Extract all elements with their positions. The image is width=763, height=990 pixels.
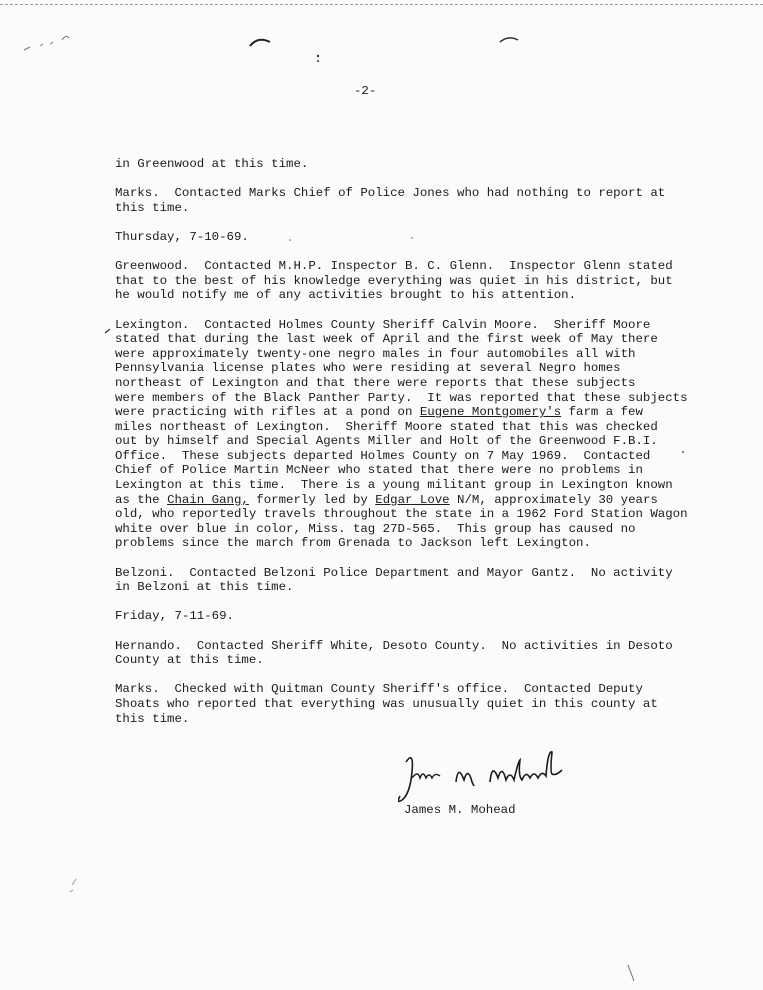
underlined-name: Edgar Love [375,492,450,507]
page-top-edge [0,0,763,5]
text-line: problems since the march from Grenada to Jackson left Lexington. [115,536,591,551]
text-line: were approximately twenty-one negro males in four automobiles all with [115,346,636,361]
text-line: Office. These subjects departed Holmes County on 7 May 1969. Contacted [115,448,651,463]
text-line: Belzoni. Contacted Belzoni Police Department and Mayor Gantz. No activity [115,565,673,580]
paragraph-2 [115,186,715,215]
paragraph-3 [115,230,715,245]
text-line: in Belzoni at this time. [115,580,294,595]
typed-signature-name: James M. Mohead [404,803,516,817]
text-line: Pennsylvania license plates who were residing at several Negro homes [115,361,621,376]
text-line: miles northeast of Lexington. Sheriff Moore stated that this was checked [115,419,658,434]
report-body [115,157,715,741]
text-line: were practicing with rifles at a pond on Eugene Montgomery's farm a few [115,405,643,420]
text-line: he would notify me of any activities brought to his attention. [115,288,577,303]
text-line: were members of the Black Panther Party. It was reported that these subjects [115,390,688,405]
text-line: stated that during the last week of April and the first week of May there [115,332,658,347]
paragraph-5 [115,318,715,552]
text-line: Lexington at this time. There is a young militant group in Lexington known [115,478,673,493]
text-line: Chief of Police Martin McNeer who stated that there were no problems in [115,463,643,478]
text-line: Marks. Checked with Quitman County Sheriff's office. Contacted Deputy [115,682,643,697]
text-line: this time. [115,200,190,215]
text-line: in Greenwood at this time. [115,157,309,171]
text-line: old, who reportedly travels throughout the state in a 1962 Ford Station Wagon [115,507,688,522]
paragraph-7 [115,609,715,624]
text-line: Hernando. Contacted Sheriff White, Desoto County. No activities in Desoto [115,638,673,653]
paragraph-1 [115,157,715,172]
text-line: out by himself and Special Agents Miller and Holt of the Greenwood F.B.I. [115,434,658,449]
paragraph-9 [115,682,715,726]
text-line: County at this time. [115,653,264,668]
paragraph-6 [115,566,715,595]
text-line: this time. [115,711,190,726]
text-line: white over blue in color, Miss. tag 27D-565. This group has caused no [115,521,636,536]
handwritten-signature [398,742,588,808]
text-line: Greenwood. Contacted M.H.P. Inspector B. C. Glenn. Inspector Glenn stated [115,259,673,274]
paragraph-4 [115,259,715,303]
text-line: as the Chain Gang, formerly led by Edgar Love N/M, approximately 30 years [115,492,658,507]
text-line: Marks. Contacted Marks Chief of Police Jones who had nothing to report at [115,186,666,201]
page-number: -2- [354,84,377,98]
text-line: Lexington. Contacted Holmes County Sheriff Calvin Moore. Sheriff Moore [115,317,651,332]
signature-block [398,742,618,822]
underlined-name: Chain Gang, [167,492,249,507]
underlined-name: Eugene Montgomery's [419,405,562,420]
text-line: Thursday, 7-10-69. [115,229,249,244]
text-line: Shoats who reported that everything was unusually quiet in this county at [115,696,658,711]
text-line: that to the best of his knowledge everything was quiet in his district, but [115,273,673,288]
text-line: northeast of Lexington and that there were reports that these subjects [115,375,636,390]
text-line: Friday, 7-11-69. [115,609,234,624]
paragraph-8 [115,639,715,668]
